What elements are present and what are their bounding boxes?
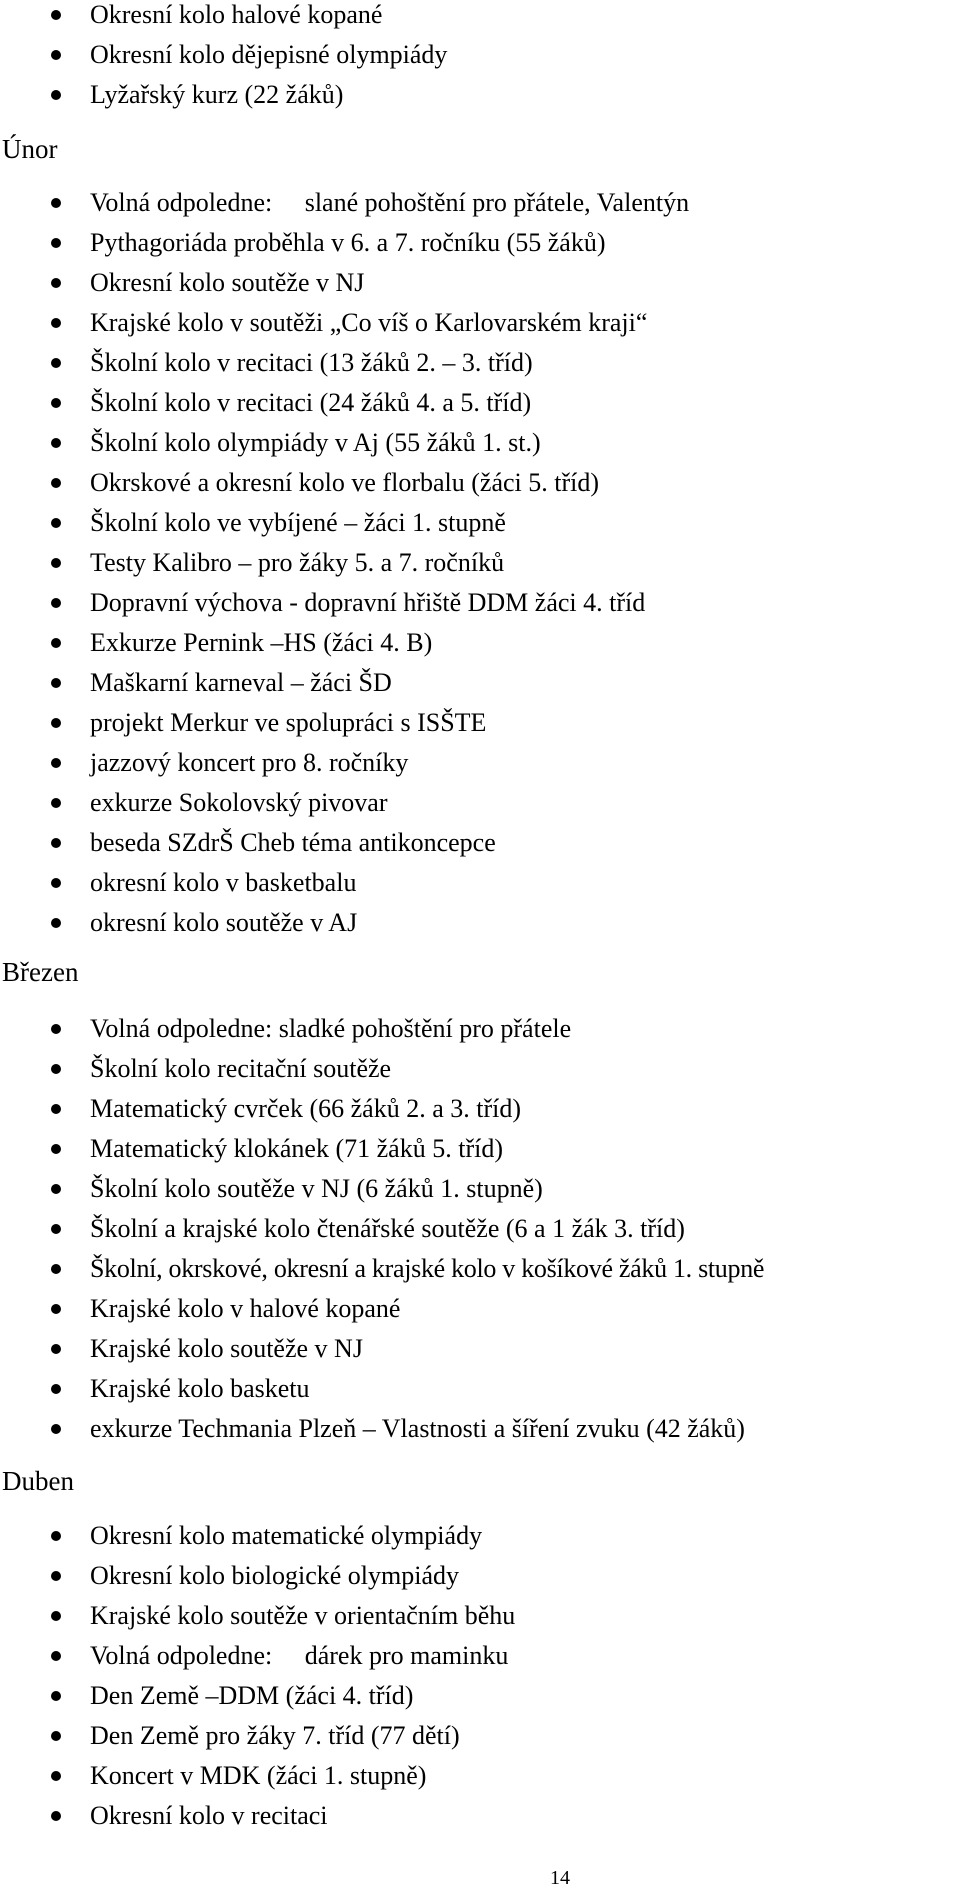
list-item: Maškarní karneval – žáci ŠD	[0, 663, 960, 703]
bullet-icon	[51, 1024, 61, 1034]
list-item: Školní kolo olympiády v Aj (55 žáků 1. st.)	[0, 423, 960, 463]
list-item: Krajské kolo v soutěži „Co víš o Karlovarském kraji“	[0, 303, 960, 343]
list-item: Školní kolo v recitaci (24 žáků 4. a 5. tříd)	[0, 383, 960, 423]
list-item: Volná odpoledne: dárek pro maminku	[0, 1636, 960, 1676]
list-item: Okresní kolo matematické olympiády	[0, 1516, 960, 1556]
list-item: jazzový koncert pro 8. ročníky	[0, 743, 960, 783]
bullet-icon	[51, 1344, 61, 1354]
list-item: Okresní kolo halové kopané	[0, 0, 960, 35]
list-item: Školní kolo v recitaci (13 žáků 2. – 3. tříd)	[0, 343, 960, 383]
page-number: 14	[550, 1867, 570, 1889]
list-item: projekt Merkur ve spolupráci s ISŠTE	[0, 703, 960, 743]
list-item: exkurze Sokolovský pivovar	[0, 783, 960, 823]
list-item: Den Země –DDM (žáci 4. tříd)	[0, 1676, 960, 1716]
list-item: Koncert v MDK (žáci 1. stupně)	[0, 1756, 960, 1796]
bullet-icon	[51, 1104, 61, 1114]
list-item: Volná odpoledne: sladké pohoštění pro přátele	[0, 1009, 960, 1049]
list-item: exkurze Techmania Plzeň – Vlastnosti a šíření zvuku (42 žáků)	[0, 1409, 960, 1449]
item-list	[0, 1516, 960, 1836]
list-item: Krajské kolo basketu	[0, 1369, 960, 1409]
item-list	[0, 1009, 960, 1449]
bullet-icon	[51, 1651, 61, 1661]
bullet-icon	[51, 198, 61, 208]
list-item: Lyžařský kurz (22 žáků)	[0, 75, 960, 115]
bullet-icon	[51, 1224, 61, 1234]
list-item: Exkurze Pernink –HS (žáci 4. B)	[0, 623, 960, 663]
bullet-icon	[51, 398, 61, 408]
list-item: beseda SZdrŠ Cheb téma antikoncepce	[0, 823, 960, 863]
list-item: Školní, okrskové, okresní a krajské kolo v košíkové žáků 1. stupně	[0, 1249, 960, 1289]
list-item: Školní a krajské kolo čtenářské soutěže (6 a 1 žák 3. tříd)	[0, 1209, 960, 1249]
bullet-icon	[51, 1064, 61, 1074]
bullet-icon	[51, 1611, 61, 1621]
bullet-icon	[51, 558, 61, 568]
list-item: Školní kolo ve vybíjené – žáci 1. stupně	[0, 503, 960, 543]
bullet-icon	[51, 1691, 61, 1701]
bullet-icon	[51, 1531, 61, 1541]
list-item: Krajské kolo v halové kopané	[0, 1289, 960, 1329]
bullet-icon	[51, 518, 61, 528]
list-item: Školní kolo soutěže v NJ (6 žáků 1. stupně)	[0, 1169, 960, 1209]
bullet-icon	[51, 478, 61, 488]
bullet-icon	[51, 678, 61, 688]
bullet-icon	[51, 90, 61, 100]
bullet-icon	[51, 878, 61, 888]
bullet-icon	[51, 598, 61, 608]
bullet-icon	[51, 1571, 61, 1581]
bullet-icon	[51, 1424, 61, 1434]
month-heading: Březen	[2, 957, 79, 987]
list-item: Okrskové a okresní kolo ve florbalu (žáci 5. tříd)	[0, 463, 960, 503]
list-item: okresní kolo v basketbalu	[0, 863, 960, 903]
bullet-icon	[51, 1384, 61, 1394]
list-item: Školní kolo recitační soutěže	[0, 1049, 960, 1089]
bullet-icon	[51, 10, 61, 20]
bullet-icon	[51, 358, 61, 368]
item-list	[0, 183, 960, 943]
list-item: Krajské kolo soutěže v NJ	[0, 1329, 960, 1369]
list-item: Okresní kolo soutěže v NJ	[0, 263, 960, 303]
list-item: Testy Kalibro – pro žáky 5. a 7. ročníků	[0, 543, 960, 583]
bullet-icon	[51, 318, 61, 328]
list-item: Volná odpoledne: slané pohoštění pro přátele, Valentýn	[0, 183, 960, 223]
bullet-icon	[51, 50, 61, 60]
month-heading: Duben	[2, 1466, 74, 1496]
list-item: Okresní kolo biologické olympiády	[0, 1556, 960, 1596]
bullet-icon	[51, 838, 61, 848]
bullet-icon	[51, 918, 61, 928]
month-heading: Únor	[2, 134, 58, 164]
bullet-icon	[51, 438, 61, 448]
bullet-icon	[51, 1771, 61, 1781]
list-item: okresní kolo soutěže v AJ	[0, 903, 960, 943]
bullet-icon	[51, 1811, 61, 1821]
list-item: Den Země pro žáky 7. tříd (77 dětí)	[0, 1716, 960, 1756]
bullet-icon	[51, 278, 61, 288]
list-item: Okresní kolo v recitaci	[0, 1796, 960, 1836]
list-item: Krajské kolo soutěže v orientačním běhu	[0, 1596, 960, 1636]
bullet-icon	[51, 638, 61, 648]
bullet-icon	[51, 718, 61, 728]
item-list	[0, 0, 960, 115]
bullet-icon	[51, 1144, 61, 1154]
list-item: Matematický cvrček (66 žáků 2. a 3. tříd)	[0, 1089, 960, 1129]
list-item: Dopravní výchova - dopravní hřiště DDM žáci 4. tříd	[0, 583, 960, 623]
bullet-icon	[51, 798, 61, 808]
list-item: Matematický klokánek (71 žáků 5. tříd)	[0, 1129, 960, 1169]
bullet-icon	[51, 1731, 61, 1741]
list-item: Pythagoriáda proběhla v 6. a 7. ročníku (55 žáků)	[0, 223, 960, 263]
bullet-icon	[51, 1264, 61, 1274]
bullet-icon	[51, 1304, 61, 1314]
list-item: Okresní kolo dějepisné olympiády	[0, 35, 960, 75]
bullet-icon	[51, 238, 61, 248]
bullet-icon	[51, 758, 61, 768]
bullet-icon	[51, 1184, 61, 1194]
